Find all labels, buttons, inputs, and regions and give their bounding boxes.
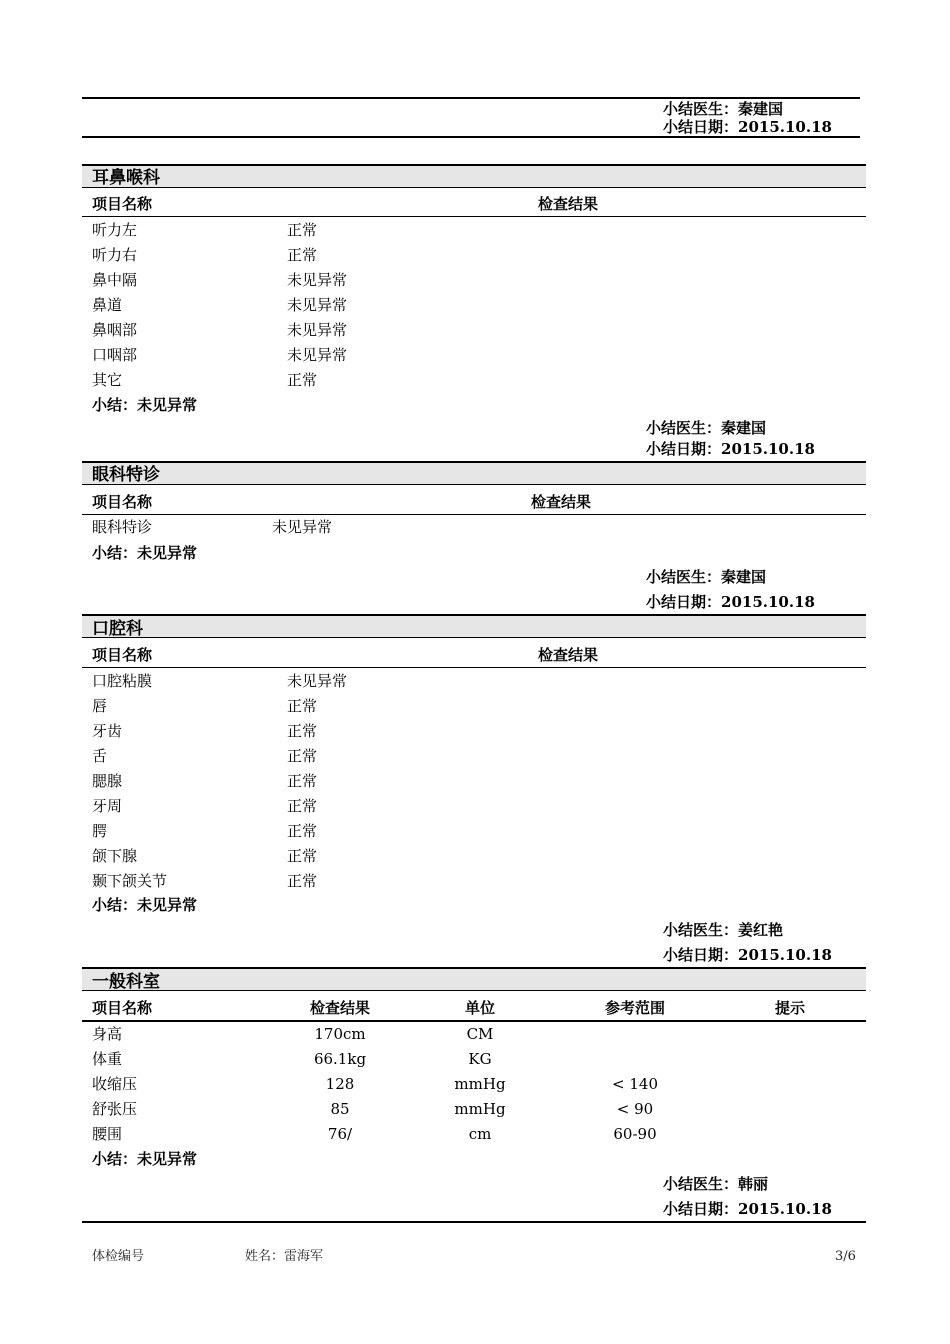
cell-name: 颌下腺 [92,847,138,865]
cell-name: 腮腺 [92,772,123,790]
cell-name: 腰围 [92,1125,123,1143]
cell-name: 腭 [92,822,108,840]
section-title-general: 一般科室 [92,972,160,992]
eye-date-line [646,592,815,612]
section-bar-general [82,967,866,991]
cell-unit: cm [468,1125,492,1143]
cell-result: 正常 [287,371,318,389]
cell-result: 正常 [287,246,318,264]
eye-summary: 小结：未见异常 [92,544,198,562]
date-label: 小结日期： [646,440,722,458]
top-date-line [663,117,832,137]
name-label: 姓名： [245,1249,285,1264]
ent-summary: 小结：未见异常 [92,396,198,414]
general-header-rule [82,1020,866,1022]
cell-name: 鼻道 [92,296,123,314]
general-summary: 小结：未见异常 [92,1150,198,1168]
cell-unit: KG [468,1050,492,1068]
summary-date: 2015.10.18 [738,946,832,964]
cell-range: < 140 [612,1075,658,1093]
doctor-label: 小结医生： [663,921,739,939]
ent-date-line [646,439,815,459]
section-bar-oral [82,614,866,638]
general-doctor-line [663,1174,768,1194]
col-hint: 提示 [774,999,805,1017]
doctor-label: 小结医生： [646,568,722,586]
cell-result: 未见异常 [287,296,348,314]
oral-header-rule [82,667,866,668]
cell-result: 正常 [287,772,318,790]
footer-patient-name [245,1248,323,1266]
col-result: 检查结果 [538,646,599,664]
col-unit: 单位 [464,999,495,1017]
cell-name: 听力右 [92,246,138,264]
cell-result: 正常 [287,797,318,815]
cell-result: 66.1kg [313,1050,367,1068]
section-bar-eye [82,461,866,485]
doctor-label: 小结医生： [646,419,722,437]
date-label: 小结日期： [663,118,739,136]
date-label: 小结日期： [646,593,722,611]
cell-name: 牙齿 [92,722,123,740]
cell-result: 76/ [327,1125,353,1143]
col-item-name: 项目名称 [92,493,153,511]
cell-result: 未见异常 [287,321,348,339]
general-date-line [663,1199,832,1219]
cell-name: 身高 [92,1025,123,1043]
cell-result: 未见异常 [287,271,348,289]
cell-name: 眼科特诊 [92,518,153,536]
top-bottom-rule [82,136,860,138]
cell-name: 鼻咽部 [92,321,138,339]
col-result: 检查结果 [309,999,370,1017]
summary-date: 2015.10.18 [738,118,832,136]
cell-result: 未见异常 [287,346,348,364]
cell-name: 唇 [92,697,108,715]
cell-result: 未见异常 [272,518,333,536]
top-doctor-line [663,99,783,119]
cell-name: 鼻中隔 [92,271,138,289]
doctor-label: 小结医生： [663,1175,739,1193]
date-label: 小结日期： [663,1200,739,1218]
cell-result: 正常 [287,221,318,239]
cell-unit: mmHg [454,1075,506,1093]
cell-name: 颞下颌关节 [92,872,168,890]
summary-date: 2015.10.18 [738,1200,832,1218]
summary-date: 2015.10.18 [721,593,815,611]
cell-range: < 90 [616,1100,654,1118]
cell-result: 170cm [314,1025,366,1043]
cell-name: 舒张压 [92,1100,138,1118]
oral-date-line [663,945,832,965]
cell-name: 体重 [92,1050,123,1068]
general-bottom-rule [82,1221,866,1223]
col-item-name: 项目名称 [92,195,153,213]
cell-unit: CM [466,1025,494,1043]
section-bar-ent [82,164,866,188]
date-label: 小结日期： [663,946,739,964]
cell-result: 正常 [287,747,318,765]
page-number: 3/6 [835,1249,856,1264]
cell-result: 正常 [287,847,318,865]
cell-result: 正常 [287,697,318,715]
cell-result: 正常 [287,822,318,840]
oral-summary: 小结：未见异常 [92,896,198,914]
cell-name: 口咽部 [92,346,138,364]
col-item-name: 项目名称 [92,999,153,1017]
cell-name: 听力左 [92,221,138,239]
footer-exam-no: 体检编号 [92,1249,145,1264]
eye-header-rule [82,514,866,515]
cell-range: 60-90 [613,1125,657,1143]
col-item-name: 项目名称 [92,646,153,664]
col-result: 检查结果 [531,493,592,511]
section-title-ent: 耳鼻喉科 [92,168,160,188]
doctor-name: 韩丽 [738,1175,769,1193]
section-title-eye: 眼科特诊 [92,465,160,485]
cell-name: 其它 [92,371,123,389]
doctor-name: 秦建国 [721,419,767,437]
cell-name: 收缩压 [92,1075,138,1093]
eye-doctor-line [646,567,766,587]
oral-doctor-line [663,920,783,940]
ent-doctor-line [646,418,766,438]
doctor-name: 姜红艳 [738,921,784,939]
cell-name: 舌 [92,747,108,765]
cell-name: 牙周 [92,797,123,815]
patient-name: 雷海军 [284,1249,324,1264]
cell-result: 128 [325,1075,355,1093]
doctor-name: 秦建国 [721,568,767,586]
summary-date: 2015.10.18 [721,440,815,458]
cell-name: 口腔粘膜 [92,672,153,690]
section-title-oral: 口腔科 [92,619,143,639]
cell-result: 正常 [287,722,318,740]
ent-header-rule [82,216,866,217]
cell-result: 未见异常 [287,672,348,690]
doctor-name: 秦建国 [738,100,784,118]
doctor-label: 小结医生： [663,100,739,118]
cell-result: 85 [330,1100,350,1118]
cell-unit: mmHg [454,1100,506,1118]
col-range: 参考范围 [604,999,665,1017]
col-result: 检查结果 [538,195,599,213]
cell-result: 正常 [287,872,318,890]
